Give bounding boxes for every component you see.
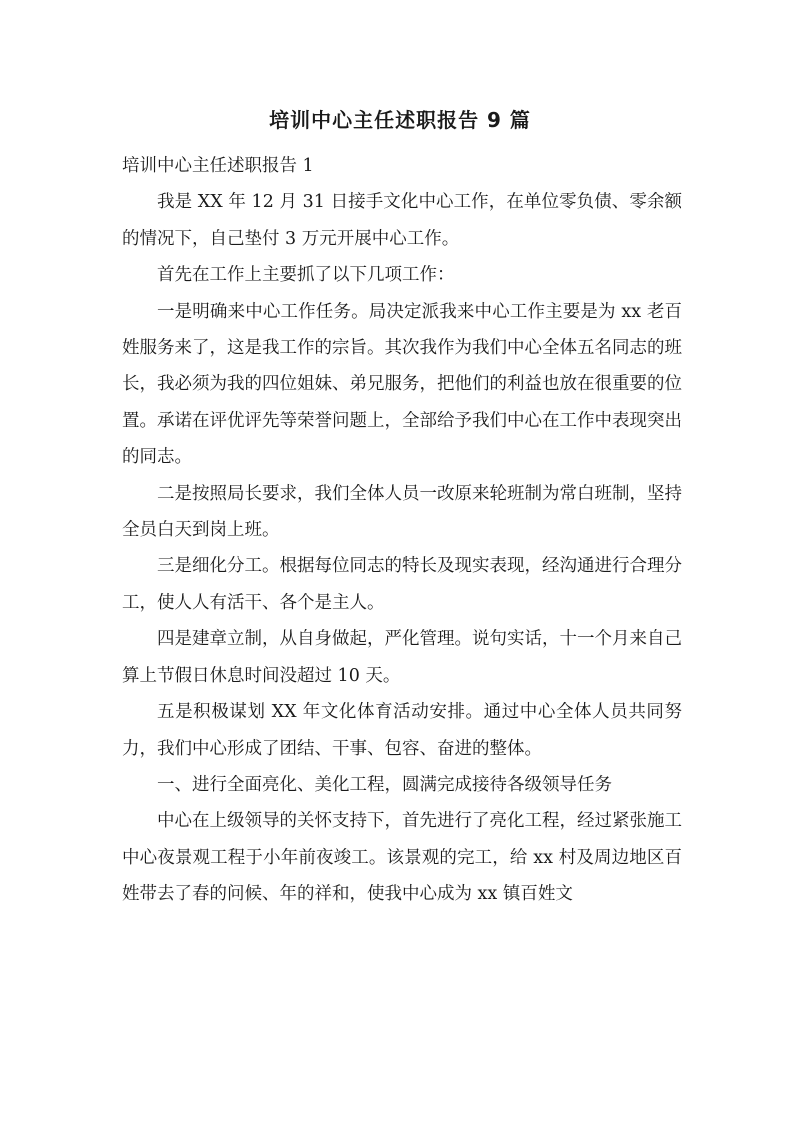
section-heading: 培训中心主任述职报告 1 xyxy=(122,156,314,176)
paragraph: 二是按照局长要求，我们全体人员一改原来轮班制为常白班制，坚持全员白天到岗上班。 xyxy=(122,483,682,541)
paragraph: 一、进行全面亮化、美化工程，圆满完成接待各级领导任务 xyxy=(157,774,612,795)
paragraph: 首先在工作上主要抓了以下几项工作： xyxy=(157,265,455,286)
paragraph: 中心在上级领导的关怀支持下，首先进行了亮化工程，经过紧张施工中心夜景观工程于小年前夜竣工。该景观的完工，给 xx 村及周边地区百姓带去了春的问候、年的祥和，使我中心成为 xx 镇百姓文 xyxy=(122,811,682,905)
paragraph: 五是积极谋划 XX 年文化体育活动安排。通过中心全体人员共同努力，我们中心形成了团结、干事、包容、奋进的整体。 xyxy=(122,702,682,759)
paragraph: 一是明确来中心工作任务。局决定派我来中心工作主要是为 xx 老百姓服务来了，这是我工作的宗旨。其次我作为我们中心全体五名同志的班长，我必须为我的四位姐妹、弟兄服务，把他们的利益也放在很重要的位置。承诺在评优评先等荣誉问题上，全部给予我们中心在工作中表现突出的同志。 xyxy=(122,301,682,468)
document-title: 培训中心主任述职报告 9 篇 xyxy=(269,108,531,132)
paragraph: 三是细化分工。根据每位同志的特长及现实表现，经沟通进行合理分工，使人人有活干、各个是主人。 xyxy=(122,556,682,613)
paragraph: 我是 XX 年 12 月 31 日接手文化中心工作，在单位零负债、零余额的情况下，自己垫付 3 万元开展中心工作。 xyxy=(122,192,682,249)
paragraph: 四是建章立制，从自身做起，严化管理。说句实话，十一个月来自己算上节假日休息时间没超过 10 天。 xyxy=(122,629,682,686)
document-body xyxy=(122,148,682,913)
